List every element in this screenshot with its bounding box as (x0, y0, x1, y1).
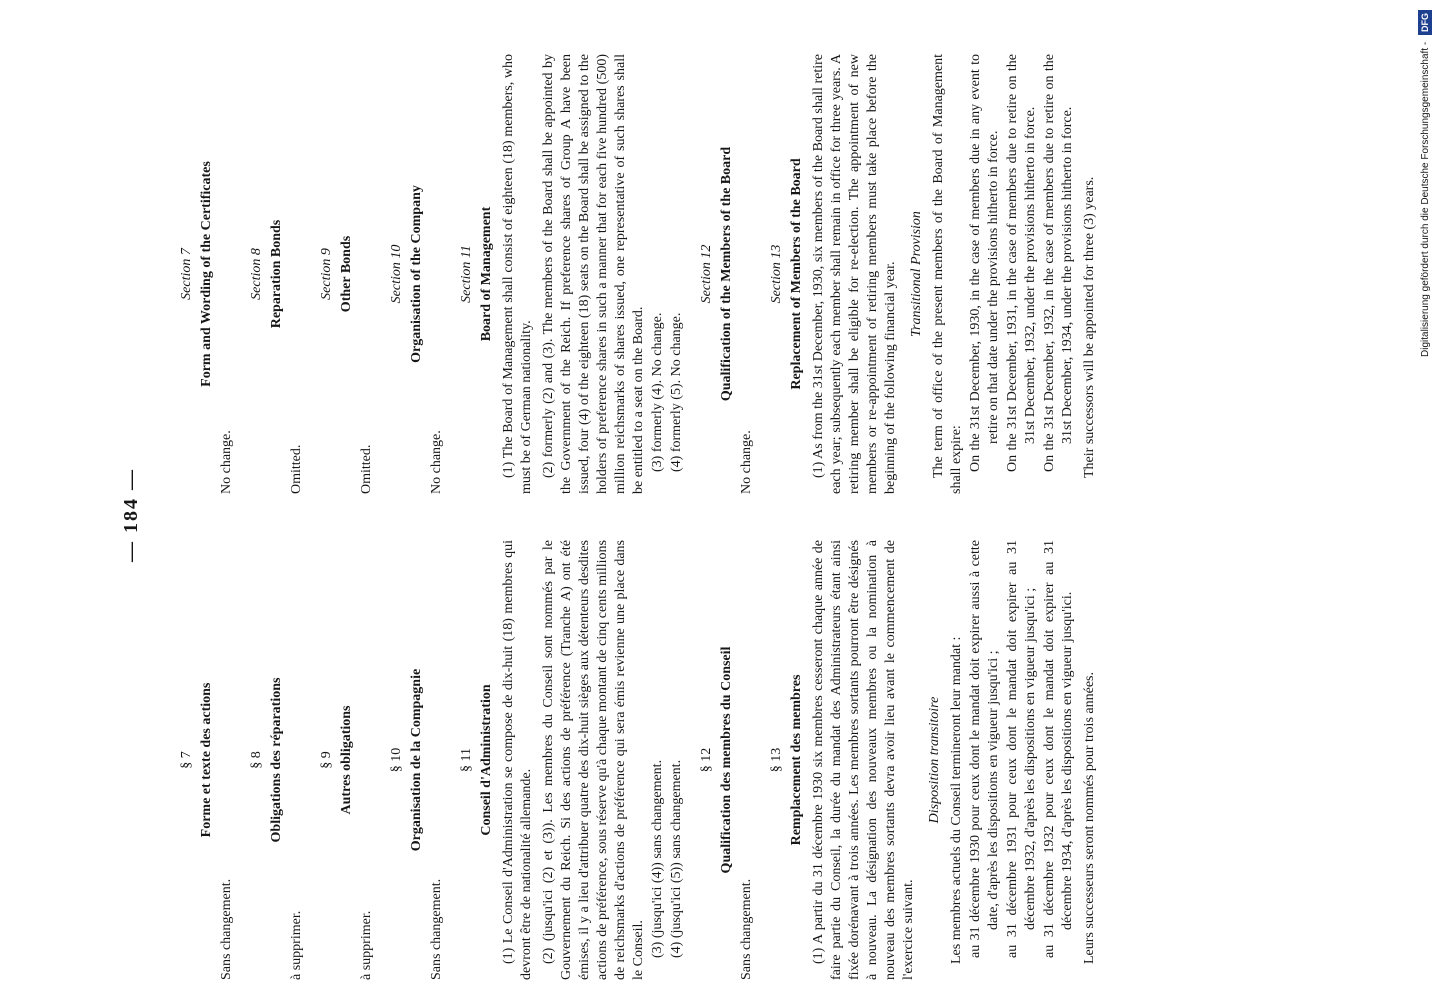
fr-section-number: § 10 (389, 747, 404, 773)
en-list-item: On the 31st December, 1931, in the case of members due to retire on the 31st December, 1932, under the provisions hitherto in force. (1005, 54, 1038, 472)
fr-section-heading: Organisation de la Compagnie (409, 668, 424, 852)
en-section-heading: Organisation of the Company (409, 185, 424, 363)
fr-section-number: § 13 (769, 747, 784, 773)
en-section-number: Section 8 (249, 248, 264, 300)
spacer (900, 54, 906, 494)
fr-section-heading: Conseil d'Administration (479, 684, 494, 836)
en-list-item: On the 31st December, 1932, in the case of members due to retire on the 31st December, 1934, under the provisions hitherto in force. (1042, 54, 1075, 472)
french-column (172, 540, 1099, 980)
fr-status-line: Sans changement. (429, 878, 444, 980)
credit-text: Digitalisierung gefördert durch die Deutsche Forschungsgemeinschaft - (1420, 41, 1431, 357)
en-status-line: No change. (219, 430, 234, 494)
en-subheading: Transitional Provision (909, 211, 924, 337)
fr-subclause: (4) (jusqu'ici (5)) sans changement. (669, 759, 684, 958)
spacer (236, 54, 242, 494)
spacer (756, 54, 762, 494)
spacer (236, 540, 242, 980)
fr-section-heading: Autres obligations (339, 705, 354, 815)
rotated-page (120, 50, 1430, 980)
fr-paragraph: (1) Le Conseil d'Administration se compose de dix-huit (18) membres qui devront être de nationalité allemande. (501, 540, 534, 980)
en-subclause: (4) formerly (5). No change. (669, 312, 684, 472)
en-section-heading: Replacement of Members of the Board (789, 158, 804, 390)
fr-paragraph: Leurs successeurs seront nommés pour trois années. (1082, 672, 1097, 964)
en-status-line: Omitted. (359, 444, 374, 494)
spacer (376, 54, 382, 494)
fr-section-heading: Forme et texte des actions (199, 682, 214, 838)
en-paragraph: The term of office of the present members of the Board of Management shall expire: (931, 54, 964, 494)
fr-section-number: § 9 (319, 751, 334, 769)
fr-list-item: au 31 décembre 1932 pour ceux dont le mandat doit expirer au 31 décembre 1934, d'après les dispositions en vigueur jusqu'ici. (1042, 540, 1075, 958)
spacer (686, 54, 692, 494)
english-column (172, 54, 1099, 494)
en-paragraph: (2) formerly (2) and (3). The members of the Board shall be appointed by the Government of the Reich. If preference shares of Group A have been issued, four (4) of the eighteen (18) seats on the Board shall be assigned to the holders of preference shares in such a manner that for each five hundred (500) million reichsmarks of shares issued, one representative of such shares shall be entitled to a seat on the Board. (541, 54, 646, 494)
en-status-line: No change. (429, 430, 444, 494)
fr-paragraph: (2) (jusqu'ici (2) et (3)). Les membres du Conseil sont nommés par le Gouvernement du Reich. Si des actions de préférence (Tranche A) ont été émises, il y a lieu d'attribuer quatre des dix-huit sièges aux détenteurs desdites actions de préférence, sous réserve qu'à chaque montant de cinq cents millions de reichsmarks d'actions de préférence qui sera émis revienne une place dans le Conseil. (541, 540, 646, 980)
fr-paragraph: (1) A partir du 31 décembre 1930 six membres cesseront chaque année de faire partie du Conseil, la durée du mandat des Administrateurs étant ainsi fixée dorénavant à trois années. Les membres sortants pourront être désignés à nouveau. La désignation des nouveaux membres ou la nomination à nouveau des membres sortants devra avoir lieu avant le commencement de l'exercice suivant. (811, 540, 916, 980)
en-section-number: Section 9 (319, 248, 334, 300)
en-section-number: Section 11 (459, 245, 474, 303)
spacer (686, 540, 692, 980)
fr-subheading: Disposition transitoire (927, 696, 942, 824)
en-section-number: Section 10 (389, 244, 404, 304)
fr-paragraph: Les membres actuels du Conseil termineront leur mandat : (949, 636, 964, 964)
fr-list-item: au 31 décembre 1930 pour ceux dont le mandat doit expirer aussi à cette date, d'après les dispositions en vigueur jusqu'ici ; (968, 540, 1001, 958)
en-section-heading: Qualification of the Members of the Board (719, 146, 734, 402)
fr-status-line: Sans changement. (739, 878, 754, 980)
en-subclause: (3) formerly (4). No change. (650, 312, 665, 472)
en-status-line: No change. (739, 430, 754, 494)
en-section-number: Section 7 (179, 248, 194, 300)
fr-section-number: § 8 (249, 751, 264, 769)
en-section-number: Section 12 (699, 244, 714, 304)
fr-section-number: § 7 (179, 751, 194, 769)
en-status-line: Omitted. (289, 444, 304, 494)
fr-section-heading: Obligations des réparations (269, 677, 284, 843)
en-section-heading: Reparation Bonds (269, 219, 284, 329)
spacer (756, 540, 762, 980)
fr-list-item: au 31 décembre 1931 pour ceux dont le mandat doit expirer au 31 décembre 1932, d'après les dispositions en vigueur jusqu'ici ; (1005, 540, 1038, 958)
fr-section-number: § 12 (699, 747, 714, 773)
fr-section-number: § 11 (459, 748, 474, 772)
fr-section-heading: Qualification des membres du Conseil (719, 646, 734, 874)
en-paragraph: (1) The Board of Management shall consist of eighteen (18) members, who must be of German nationality. (501, 54, 534, 494)
fr-status-line: Sans changement. (219, 878, 234, 980)
spacer (306, 54, 312, 494)
en-section-heading: Board of Management (479, 206, 494, 342)
spacer (918, 540, 924, 980)
en-paragraph: Their successors will be appointed for three (3) years. (1082, 176, 1097, 478)
en-section-heading: Other Bonds (339, 235, 354, 313)
en-section-heading: Form and Wording of the Certificates (199, 161, 214, 387)
spacer (446, 540, 452, 980)
digitization-credit (1418, 10, 1434, 990)
spacer (306, 540, 312, 980)
page-number: — 184 — (120, 468, 142, 562)
en-section-number: Section 13 (769, 244, 784, 304)
en-paragraph: (1) As from the 31st December, 1930, six members of the Board shall retire each year; subsequently each member shall remain in office for three years. A retiring member shall be eligible for re-election. The appointment of new members or re-appointment of retiring members must take place before the beginning of the following financial year. (811, 54, 898, 494)
fr-status-line: à supprimer. (289, 910, 304, 980)
fr-status-line: à supprimer. (359, 910, 374, 980)
spacer (446, 54, 452, 494)
fr-section-heading: Remplacement des membres (789, 674, 804, 846)
spacer (376, 540, 382, 980)
fr-subclause: (3) (jusqu'ici (4)) sans changement. (650, 759, 665, 958)
dfg-logo: DFG (1418, 10, 1432, 35)
en-list-item: On the 31st December, 1930, in the case of members due in any event to retire on that date under the provisions hitherto in force. (968, 54, 1001, 472)
